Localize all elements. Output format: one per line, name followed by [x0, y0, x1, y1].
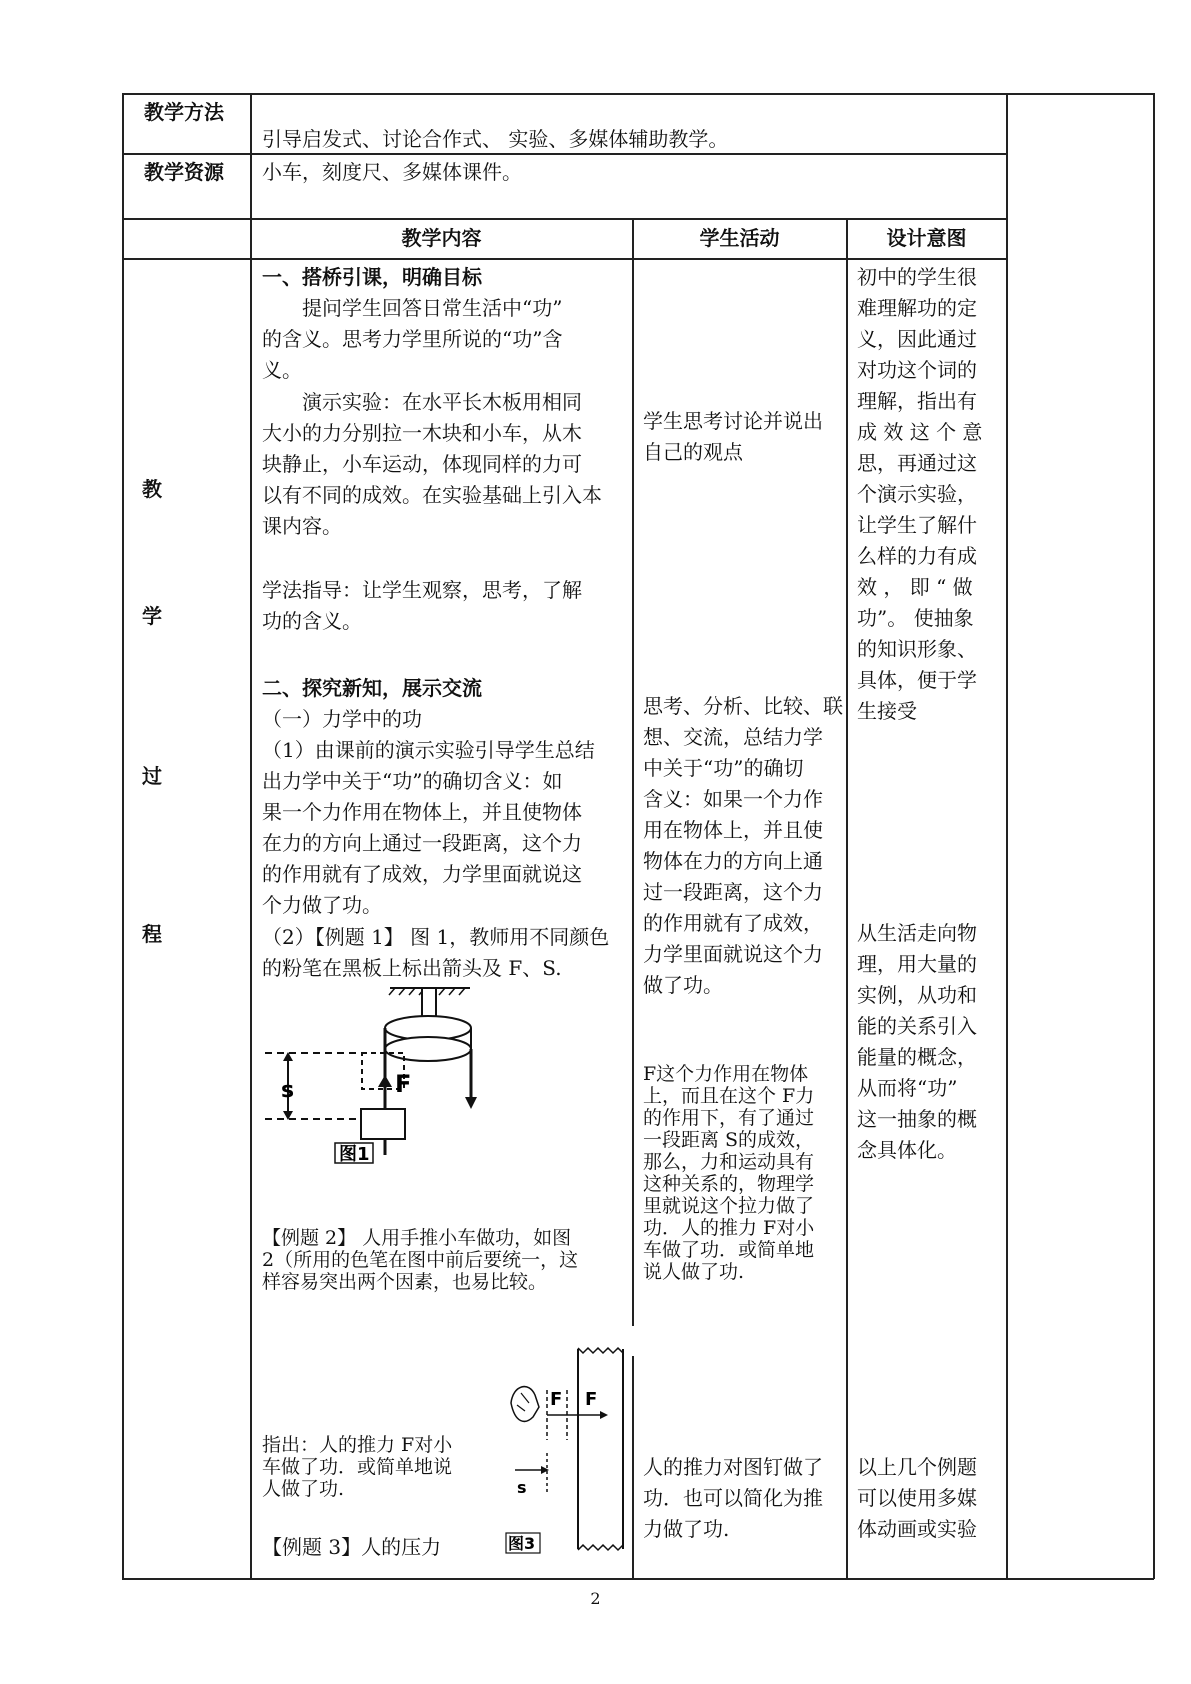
fig3-force-label-right: F	[585, 1389, 598, 1410]
section2-subtitle: （一）力学中的功	[262, 707, 422, 731]
fig3-distance-label: s	[517, 1478, 527, 1497]
design-intent-3: 以上几个例题 可以使用多媒 体动画或实验	[857, 1455, 977, 1541]
figure-3-thumbtack	[505, 1345, 630, 1560]
table-border-bottom	[122, 1578, 1154, 1580]
col-divider	[846, 218, 848, 1579]
col-divider	[1006, 93, 1008, 1579]
header-content: 教学内容	[401, 226, 482, 250]
section2-para1: （1）由课前的演示实验引导学生总结 出力学中关于“功”的确切含义：如 果一个力作用在物体上，并且使物体 在力的方向上通过一段距离，这个力 的作用就有了成效，力学里面就说这 个力做了功。	[262, 738, 595, 917]
section2-example3: 【例题 3】人的压力	[262, 1535, 442, 1559]
fig1-force-label: F	[395, 1070, 412, 1098]
student-activity-4: 人的推力对图钉做了 功．也可以简化为推 力做了功.	[643, 1455, 823, 1541]
student-activity-3: F这个力作用在物体 上，而且在这个 F力 的作用下，有了通过 一段距离 S的成效， 那么，力和运动具有 这种关系的，物理学 里就说这个拉力做了 功．人的推力 F对小 车做了功．或简单地 说人做了功.	[643, 1063, 815, 1283]
section2-example2: 【例题 2】 人用手推小车做功，如图 2（所用的色笔在图中前后要统一，这 样容易突出两个因素，也易比较。	[262, 1227, 579, 1293]
process-label-char: 程	[142, 922, 162, 946]
process-label-char: 教	[142, 477, 162, 501]
process-label-char: 过	[142, 764, 162, 788]
method-label: 教学方法	[144, 100, 224, 124]
fig3-force-label-left: F	[550, 1389, 563, 1410]
header-intent: 设计意图	[886, 226, 967, 250]
section2-example1: （2）【例题 1】 图 1，教师用不同颜色 的粉笔在黑板上标出箭头及 F、S.	[262, 925, 610, 980]
table-border-right	[1153, 93, 1155, 1579]
section2-point: 指出：人的推力 F对小 车做了功．或简单地说 人做了功.	[262, 1434, 453, 1500]
fig1-caption: 图1	[339, 1144, 370, 1165]
student-activity-1: 学生思考讨论并说出 自己的观点	[643, 409, 823, 464]
section1-study-guide: 学法指导：让学生观察，思考，了解 功的含义。	[262, 578, 582, 633]
process-label-char: 学	[142, 604, 162, 628]
resource-text: 小车，刻度尺、多媒体课件。	[262, 160, 522, 184]
section1-para2: 演示实验：在水平长木板用相同 大小的力分别拉一木块和小车，从木 块静止，小车运动，体现同样的力可 以有不同的成效。在实验基础上引入本 课内容。	[262, 390, 602, 538]
col-divider	[632, 218, 634, 1326]
col-divider	[250, 93, 252, 1579]
section2-title: 二、探究新知，展示交流	[262, 676, 482, 700]
col-divider	[632, 1356, 634, 1579]
row-divider	[122, 258, 1007, 260]
table-border-top	[122, 93, 1154, 95]
fig3-caption: 图3	[508, 1534, 536, 1553]
design-intent-1: 初中的学生很 难理解功的定 义，因此通过 对功这个词的 理解，指出有 成 效 这 个 意 思，再通过这 个演示实验， 让学生了解什 么样的力有成 效 ， 即 “ 做 功”。 使抽象 的知识形象、 具体，便于学 生接受	[857, 265, 983, 723]
page-number: 2	[590, 1589, 601, 1608]
fig1-distance-label: s	[281, 1078, 295, 1103]
figure-1-pulley	[265, 985, 480, 1165]
student-activity-2: 思考、分析、比较、联 想、交流，总结力学 中关于“功”的确切 含义：如果一个力作 用在物体上，并且使 物体在力的方向上通 过一段距离，这个力 的作用就有了成效， 力学里面就说这个力 做了功。	[643, 694, 843, 997]
design-intent-2: 从生活走向物 理，用大量的 实例，从功和 能的关系引入 能量的概念， 从而将“功” 这一抽象的概 念具体化。	[857, 921, 977, 1162]
method-text: 引导启发式、讨论合作式、 实验、多媒体辅助教学。	[262, 127, 729, 151]
header-student: 学生活动	[699, 226, 780, 250]
section1-title: 一、搭桥引课，明确目标	[262, 265, 482, 289]
resource-label: 教学资源	[144, 160, 224, 184]
section1-para1: 提问学生回答日常生活中“功” 的含义。思考力学里所说的“功”含 义。	[262, 296, 563, 382]
row-divider	[122, 218, 1007, 220]
table-border-left	[122, 93, 124, 1579]
